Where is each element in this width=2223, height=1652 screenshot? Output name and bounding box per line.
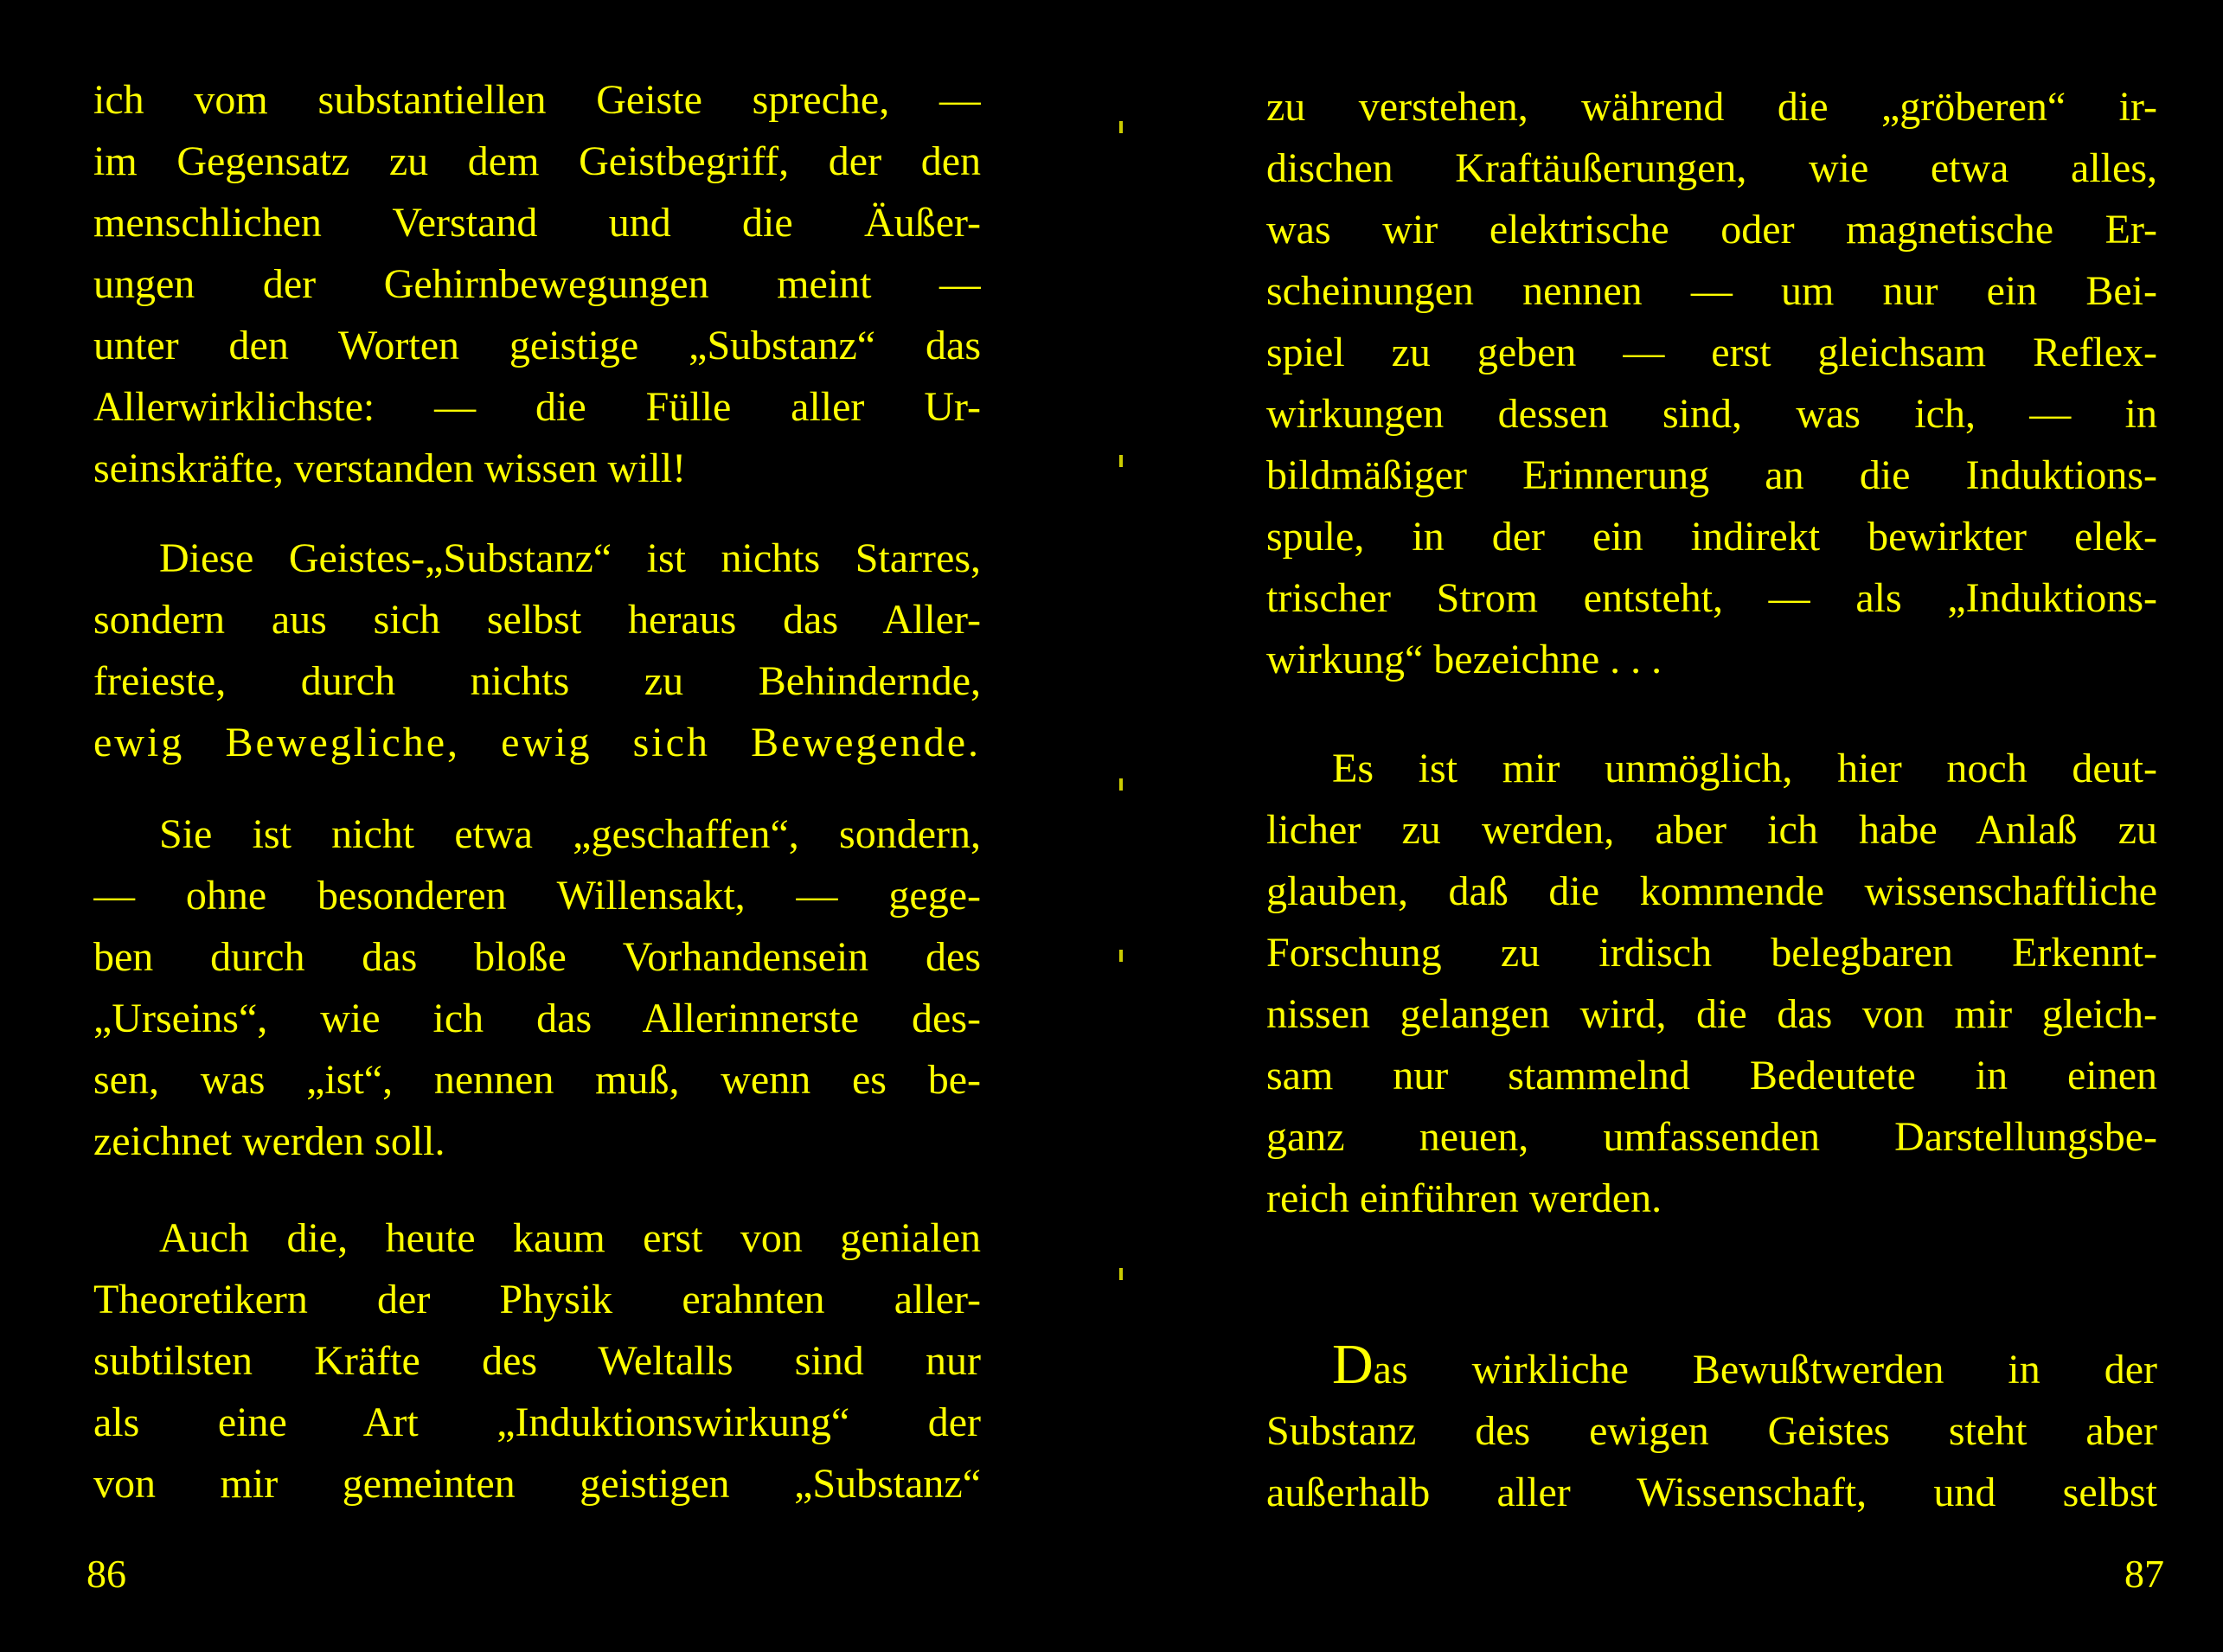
text-line: zu verstehen, während die „gröberen“ ir- xyxy=(1266,84,2157,130)
text-line: als eine Art „Induktionswirkung“ der xyxy=(93,1399,981,1445)
text-line: bildmäßiger Erinnerung an die Induktions- xyxy=(1266,452,2157,498)
text-line: menschlichen Verstand und die Äußer- xyxy=(93,200,981,246)
text-line: Auch die, heute kaum erst von genialen xyxy=(159,1215,981,1261)
gutter-mark xyxy=(1119,455,1123,467)
text-line: Es ist mir unmöglich, hier noch deut- xyxy=(1332,746,2157,791)
page-number: 87 xyxy=(2124,1552,2164,1596)
text-line: sen, was „ist“, nennen muß, wenn es be- xyxy=(93,1057,981,1103)
text-line: Theoretikern der Physik erahnten aller- xyxy=(93,1277,981,1322)
text-line: im Gegensatz zu dem Geistbegriff, der den xyxy=(93,138,981,184)
text-line: seinskräfte, verstanden wissen will! xyxy=(93,445,687,491)
text-line: von mir gemeinten geistigen „Substanz“ xyxy=(93,1461,981,1507)
text-line: wirkung“ bezeichne . . . xyxy=(1266,637,1662,682)
text-line: sondern aus sich selbst heraus das Aller- xyxy=(93,597,981,643)
text-line: freieste, durch nichts zu Behindernde, xyxy=(93,658,981,704)
text-line: trischer Strom entsteht, — als „Induktions- xyxy=(1266,575,2157,621)
text-line: außerhalb aller Wissenschaft, und selbst xyxy=(1266,1470,2157,1515)
gutter-mark xyxy=(1119,1268,1123,1280)
text-line xyxy=(1266,1339,2157,1401)
text-line: Diese Geistes-„Substanz“ ist nichts Starres, xyxy=(159,535,981,581)
text-line: wirkungen dessen sind, was ich, — in xyxy=(1266,391,2157,437)
text-line: nissen gelangen wird, die das von mir gleich- xyxy=(1266,991,2157,1037)
text-line: glauben, daß die kommende wissenschaftliche xyxy=(1266,868,2157,914)
gutter-mark xyxy=(1119,950,1123,962)
gutter-mark xyxy=(1119,121,1123,133)
text-line: ganz neuen, umfassenden Darstellungsbe- xyxy=(1266,1114,2157,1160)
text-line: sam nur stammelnd Bedeutete in einen xyxy=(1266,1053,2157,1098)
text-line: unter den Worten geistige „Substanz“ das xyxy=(93,323,981,368)
text-line: subtilsten Kräfte des Weltalls sind nur xyxy=(93,1338,981,1384)
text-line: reich einführen werden. xyxy=(1266,1175,1662,1221)
text-line: was wir elektrische oder magnetische Er- xyxy=(1266,207,2157,253)
text-line: ewig Bewegliche, ewig sich Bewegende. xyxy=(93,720,981,765)
text-line: licher zu werden, aber ich habe Anlaß zu xyxy=(1266,807,2157,853)
text-line: „Urseins“, wie ich das Allerinnerste des- xyxy=(93,996,981,1041)
text-line: scheinungen nennen — um nur ein Bei- xyxy=(1266,268,2157,314)
text-line: zeichnet werden soll. xyxy=(93,1118,445,1164)
left-page xyxy=(93,0,981,1652)
text-line: Forschung zu irdisch belegbaren Erkennt- xyxy=(1266,930,2157,976)
right-page xyxy=(1266,0,2157,1652)
text-line: ich vom substantiellen Geiste spreche, — xyxy=(93,77,981,123)
text-line-rest: as wirkliche Bewußtwerden in der xyxy=(1373,1347,2157,1393)
gutter-mark xyxy=(1119,778,1123,791)
text-line: spiel zu geben — erst gleichsam Reflex- xyxy=(1266,330,2157,375)
text-line: Substanz des ewigen Geistes steht aber xyxy=(1266,1408,2157,1454)
text-line: Allerwirklichste: — die Fülle aller Ur- xyxy=(93,384,981,430)
page-number: 86 xyxy=(86,1552,126,1596)
text-line: — ohne besonderen Willensakt, — gege- xyxy=(93,873,981,919)
text-line: spule, in der ein indirekt bewirkter elek- xyxy=(1266,514,2157,560)
text-line: ben durch das bloße Vorhandensein des xyxy=(93,934,981,980)
drop-cap: D xyxy=(1332,1339,1374,1396)
text-line: ungen der Gehirnbewegungen meint — xyxy=(93,261,981,307)
text-line: dischen Kraftäußerungen, wie etwa alles, xyxy=(1266,145,2157,191)
text-line: Sie ist nicht etwa „geschaffen“, sondern, xyxy=(159,811,981,857)
